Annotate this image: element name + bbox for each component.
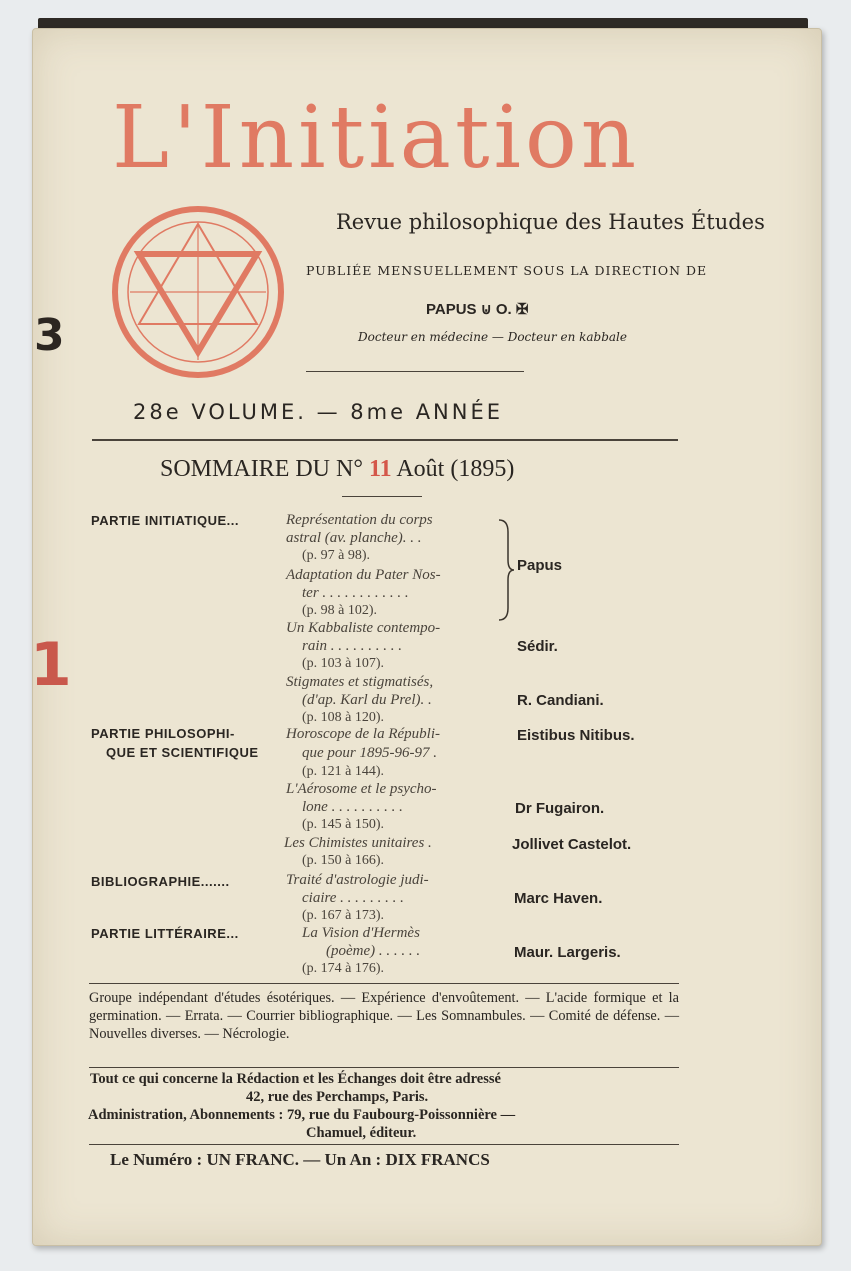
director-name: PAPUS ⊍ O. ✠	[426, 301, 529, 318]
director-titles: Docteur en médecine — Docteur en kabbale	[358, 330, 627, 344]
divider	[89, 1067, 679, 1068]
entry-pages: (p. 174 à 176).	[302, 961, 385, 976]
volume-line: 28e VOLUME. — 8me ANNÉE	[133, 400, 504, 424]
sommaire-heading	[160, 456, 514, 483]
ornament-rule	[306, 371, 524, 372]
entry-pages: (p. 150 à 166).	[302, 853, 385, 868]
author-name: Marc Haven.	[514, 890, 603, 907]
author-name: Eistibus Nitibus.	[517, 727, 635, 744]
sommaire-prefix: SOMMAIRE DU N°	[160, 456, 363, 482]
ornament-rule	[342, 496, 422, 497]
margin-mark-red: 1	[30, 630, 72, 700]
entry-title: (d'ap. Karl du Prel). .	[302, 692, 432, 708]
entry-pages: (p. 145 à 150).	[302, 817, 385, 832]
author-name: Papus	[517, 557, 563, 574]
entry-title: Adaptation du Pater Nos-	[286, 567, 441, 583]
summary-paragraph: Groupe indépendant d'études ésotériques. — Expérience d'envoûtement. — L'acide formique et la germination. — Errata. — Courrier bibliographique. — Les Somnambules. — Comité de défense. — Nouvelles diverses. — Nécrologie.	[89, 990, 679, 1042]
entry-title: Traité d'astrologie judi-	[286, 872, 429, 888]
entry-title: Les Chimistes unitaires .	[284, 835, 432, 851]
entry-title: lone . . . . . . . . . .	[302, 799, 403, 815]
issue-month: Août	[396, 456, 445, 482]
redaction-line: Tout ce qui concerne la Rédaction et les Échanges doit être adressé	[90, 1071, 501, 1087]
entry-title: que pour 1895-96-97 .	[302, 745, 437, 761]
divider	[89, 983, 679, 984]
divider	[89, 1144, 679, 1145]
entry-pages: (p. 108 à 120).	[302, 710, 385, 725]
entry-title: La Vision d'Hermès	[302, 925, 420, 941]
entry-title: ter . . . . . . . . . . . .	[302, 585, 409, 601]
entry-title: rain . . . . . . . . . .	[302, 638, 403, 654]
entry-pages: (p. 121 à 144).	[302, 764, 385, 779]
entry-title: Stigmates et stigmatisés,	[286, 674, 434, 690]
entry-title: ciaire . . . . . . . . .	[302, 890, 404, 906]
entry-title: Représentation du corps	[286, 512, 433, 528]
redaction-line: 42, rue des Perchamps, Paris.	[246, 1089, 429, 1105]
divider	[92, 439, 678, 441]
section-label: QUE ET SCIENTIFIQUE	[106, 745, 259, 760]
issue-number: 11	[368, 456, 392, 482]
entry-pages: (p. 97 à 98).	[302, 548, 371, 563]
journal-subtitle: Revue philosophique des Hautes Études	[336, 210, 765, 234]
publisher-line: PUBLIÉE MENSUELLEMENT SOUS LA DIRECTION DE	[306, 263, 708, 278]
entry-pages: (p. 98 à 102).	[302, 603, 378, 618]
author-name: Maur. Largeris.	[514, 944, 621, 961]
section-label: BIBLIOGRAPHIE.......	[91, 874, 230, 889]
brace-icon	[496, 518, 516, 622]
entry-title: astral (av. planche). . .	[286, 530, 422, 546]
entry-pages: (p. 167 à 173).	[302, 908, 385, 923]
author-name: Sédir.	[517, 638, 558, 655]
hexagram-emblem-icon	[110, 206, 286, 378]
section-label: PARTIE LITTÉRAIRE...	[91, 926, 239, 941]
administration-line: Chamuel, éditeur.	[306, 1125, 417, 1141]
entry-title: Horoscope de la Républi-	[286, 726, 440, 742]
journal-title: L'Initiation	[112, 88, 641, 188]
author-name: Dr Fugairon.	[515, 800, 605, 817]
author-name: R. Candiani.	[517, 692, 604, 709]
administration-line: Administration, Abonnements : 79, rue du Faubourg-Poissonnière —	[88, 1107, 516, 1123]
price-line: Le Numéro : UN FRANC. — Un An : DIX FRANCS	[110, 1150, 490, 1169]
author-name: Jollivet Castelot.	[512, 836, 632, 853]
issue-year: (1895)	[450, 456, 515, 482]
entry-title: Un Kabbaliste contempo-	[286, 620, 441, 636]
section-label: PARTIE PHILOSOPHI-	[91, 726, 235, 741]
entry-title: L'Aérosome et le psycho-	[286, 781, 437, 797]
margin-mark-top: 3	[34, 310, 65, 361]
section-label: PARTIE INITIATIQUE...	[91, 513, 239, 528]
entry-title: (poème) . . . . . .	[326, 943, 421, 959]
entry-pages: (p. 103 à 107).	[302, 656, 385, 671]
